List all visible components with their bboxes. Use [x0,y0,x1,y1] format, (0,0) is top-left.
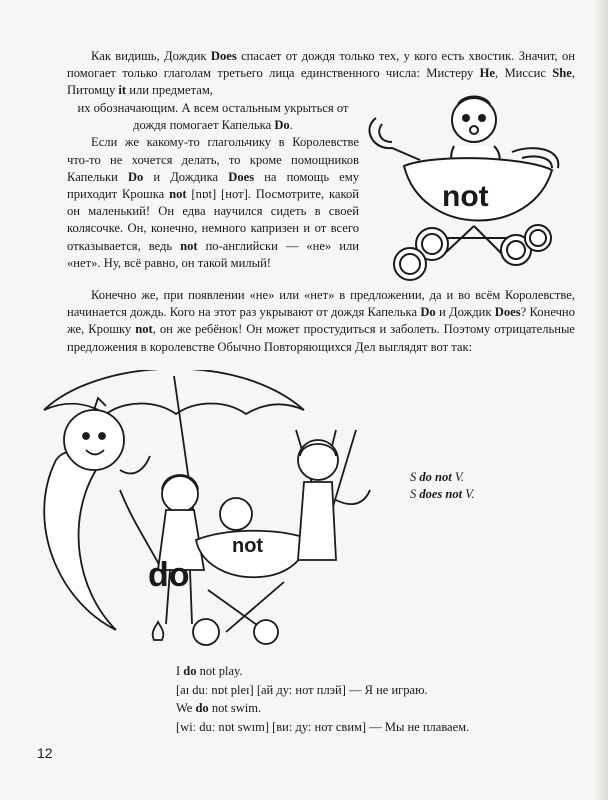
example-1: I do not play. [176,664,243,678]
paragraph-1: Как видишь, Дождик Does спасает от дождя только тех, у кого есть хвостик. Значит, он помогает только глаголам третьего лица единственного числа: Мистеру He, Миссис She, Питомцу it или предметам, [67,49,575,98]
formula-does-not: S does not V. [410,487,475,501]
do-label: do [148,556,190,594]
page-edge-shadow [594,0,608,800]
baby-stroller-illustration [362,88,577,288]
negation-formulas [410,469,474,503]
page-number: 12 [37,745,53,761]
umbrella-characters-illustration [36,370,416,660]
stroller-not-label: not [442,180,489,213]
example-2: We do not swim. [176,701,262,715]
small-stroller-not-label: not [232,535,264,557]
paragraph-4: Конечно же, при появлении «не» или «нет» в предложении, да и во всём Королевстве, начинается дождь. Кого на этот раз укрывают от дождя Капелька Do и Дождик Does? Конечно же, Крошку not, он же ребёнок! Он может простудиться и заболеть. Поэтому отрицательные предложения в королевстве Обычно Повторяющихся Дел выглядят вот так: [67,288,576,354]
examples-block [176,662,469,736]
paragraph-2-3: их обозначающим. А всем остальным укрыться от дождя помогает Капелька Do. Если же какому-то глагольчику в Королевстве что-то не хочется делать, то кроме помощников Капельки Do и Дождика Does на помощь ему приходит Крошка not [nɒt] [нот]. Посмотрите, какой он маленький! Он едва научился сидеть в своей колясочке. Он, конечно, немного капризен и от всего отказывается, ведь not по-английски — «не» или «нет». Ну, всё равно, он такой милый! [67,101,360,270]
example-1-transcription: [aɪ duː nɒt pleɪ] [ай ду: нот плэй] — Я не играю. [176,682,428,697]
example-2-transcription: [wiː duː nɒt swɪm] [ви: ду: нот свим] — Мы не плаваем. [176,719,470,734]
formula-do-not: S do not V. [410,470,464,484]
